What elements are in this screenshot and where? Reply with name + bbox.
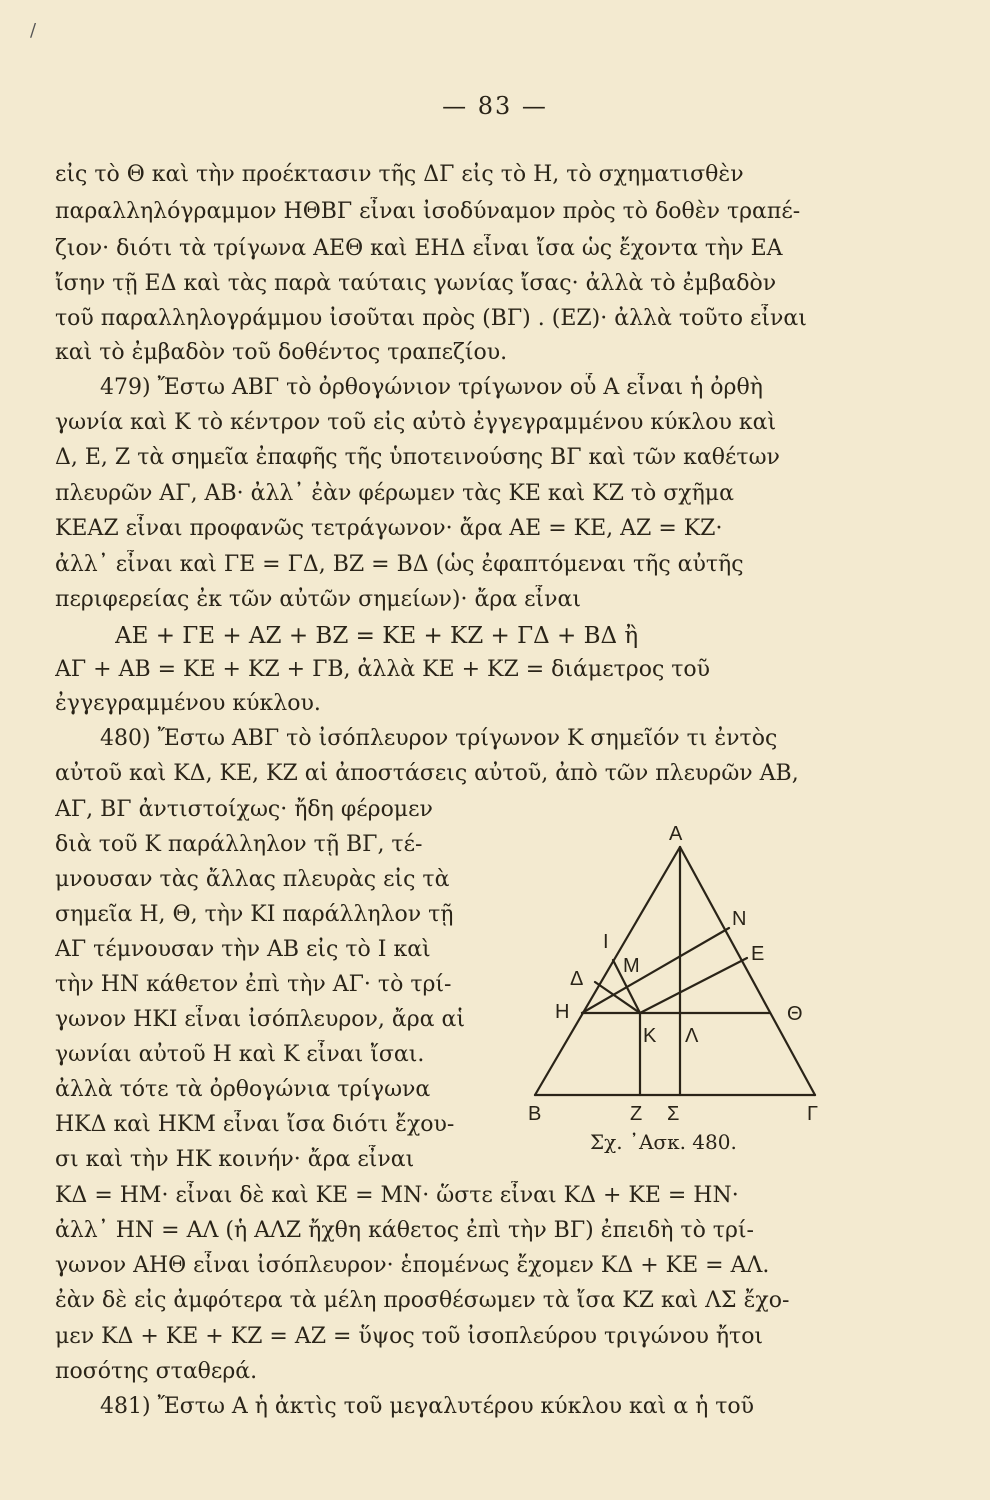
text-line: ἐγγεγραμμένου κύκλου. [55, 691, 321, 716]
label-s: Σ [667, 1103, 680, 1120]
text-line: ΚΔ = ΗΜ· εἶναι δὲ καὶ ΚΕ = ΜΝ· ὥστε εἶναι ΚΔ + ΚΕ = ΗΝ· [55, 1183, 739, 1208]
text-line: αὐτοῦ καὶ ΚΔ, ΚΕ, ΚΖ αἱ ἀποστάσεις αὐτοῦ, ἀπὸ τῶν πλευρῶν ΑΒ, [55, 761, 799, 786]
figure-caption: Σχ. ᾿Ασκ. 480. [590, 1130, 737, 1154]
triangle-figure [525, 820, 825, 1120]
exercise-481-start: 481) Ἔστω Α ἡ ἀκτὶς τοῦ μεγαλυτέρου κύκλου καὶ α ἡ τοῦ [100, 1394, 755, 1419]
text-line: ΑΓ τέμνουσαν τὴν ΑΒ εἰς τὸ Ι καὶ [55, 937, 431, 962]
text-line: γωνον ΑΗΘ εἶναι ἰσόπλευρον· ἑπομένως ἔχομεν ΚΔ + ΚΕ = ΑΛ. [55, 1253, 770, 1278]
text-line: γωνον ΗΚΙ εἶναι ἰσόπλευρον, ἄρα αἱ [55, 1007, 465, 1032]
text-line: ἀλλ᾽ ΗΝ = ΑΛ (ἡ ΑΛΖ ἤχθη κάθετος ἐπὶ τὴν ΒΓ) ἐπειδὴ τὸ τρί- [55, 1218, 754, 1243]
side-ag [680, 847, 815, 1095]
exercise-479-start: 479) Ἔστω ΑΒΓ τὸ ὀρθογώνιον τρίγωνον οὗ Α εἶναι ἡ ὀρθὴ [100, 375, 763, 400]
label-i: Ι [603, 931, 609, 953]
text-line: εἰς τὸ Θ καὶ τὴν προέκτασιν τῆς ΔΓ εἰς τὸ Η, τὸ σχηματισθὲν [55, 162, 744, 187]
text-line: μνουσαν τὰς ἄλλας πλευρὰς εἰς τὰ [55, 867, 450, 892]
text-line: γωνία καὶ Κ τὸ κέντρον τοῦ εἰς αὐτὸ ἐγγεγραμμένου κύκλου καὶ [55, 410, 777, 435]
text-line: γωνίαι αὐτοῦ Η καὶ Κ εἶναι ἴσαι. [55, 1042, 425, 1067]
label-g: Γ [807, 1103, 819, 1120]
text-line: σημεῖα Η, Θ, τὴν ΚΙ παράλληλον τῇ [55, 902, 454, 927]
text-line: σι καὶ τὴν ΗΚ κοινήν· ἄρα εἶναι [55, 1147, 415, 1172]
text-line: τοῦ παραλληλογράμμου ἰσοῦται πρὸς (ΒΓ) . (ΕΖ)· ἀλλὰ τοῦτο εἶναι [55, 306, 807, 331]
text-line: καὶ τὸ ἐμβαδὸν τοῦ δοθέντος τραπεζίου. [55, 340, 508, 365]
label-n: Ν [732, 908, 747, 930]
text-line: Δ, Ε, Ζ τὰ σημεῖα ἐπαφῆς τῆς ὑποτεινούσης ΒΓ καὶ τῶν καθέτων [55, 445, 780, 470]
page-number: — 83 — [442, 92, 548, 120]
exercise-480-start: 480) Ἔστω ΑΒΓ τὸ ἰσόπλευρον τρίγωνον Κ σημεῖόν τι ἐντὸς [100, 726, 778, 751]
text-line: τὴν ΗΝ κάθετον ἐπὶ τὴν ΑΓ· τὸ τρί- [55, 972, 452, 997]
text-line: ΗΚΔ καὶ ΗΚΜ εἶναι ἴσα διότι ἔχου- [55, 1112, 455, 1137]
label-a: Α [669, 823, 683, 845]
equation-line: ΑΕ + ΓΕ + ΑΖ + ΒΖ = ΚΕ + ΚΖ + ΓΔ + ΒΔ ἢ [115, 623, 639, 649]
corner-mark: / [30, 20, 37, 41]
text-line: ἀλλ᾽ εἶναι καὶ ΓΕ = ΓΔ, ΒΖ = ΒΔ (ὡς ἐφαπτόμεναι τῆς αὐτῆς [55, 552, 744, 577]
text-line: ΑΓ, ΒΓ ἀντιστοίχως· ἤδη φέρομεν [55, 797, 433, 822]
label-h: Η [555, 1001, 570, 1023]
text-line: μεν ΚΔ + ΚΕ + ΚΖ = ΑΖ = ὕψος τοῦ ἰσοπλεύρου τριγώνου ἤτοι [55, 1324, 764, 1349]
text-line: ζιον· διότι τὰ τρίγωνα ΑΕΘ καὶ ΕΗΔ εἶναι ἴσα ὡς ἔχοντα τὴν ΕΑ [55, 236, 783, 261]
text-line: ἀλλὰ τότε τὰ ὀρθογώνια τρίγωνα [55, 1077, 431, 1102]
label-l: Λ [685, 1025, 699, 1047]
label-k: Κ [643, 1025, 657, 1047]
text-line: πλευρῶν ΑΓ, ΑΒ· ἀλλ᾽ ἐὰν φέρωμεν τὰς ΚΕ καὶ ΚΖ τὸ σχῆμα [55, 481, 734, 506]
text-line: ΑΓ + ΑΒ = ΚΕ + ΚΖ + ΓΒ, ἀλλὰ ΚΕ + ΚΖ = διάμετρος τοῦ [55, 657, 711, 682]
label-theta: Θ [787, 1003, 803, 1025]
text-line: ἴσην τῇ ΕΔ καὶ τὰς παρὰ ταύταις γωνίας ἴσας· ἀλλὰ τὸ ἐμβαδὸν [55, 271, 777, 296]
text-line: ποσότης σταθερά. [55, 1359, 258, 1384]
label-d: Δ [570, 968, 584, 990]
text-line: ΚΕΑΖ εἶναι προφανῶς τετράγωνον· ἄρα ΑΕ = ΚΕ, ΑΖ = ΚΖ· [55, 516, 723, 541]
text-line: περιφερείας ἐκ τῶν αὐτῶν σημείων)· ἄρα εἶναι [55, 587, 582, 612]
text-line: διὰ τοῦ Κ παράλληλον τῇ ΒΓ, τέ- [55, 832, 423, 857]
side-ab [535, 847, 680, 1095]
text-line: ἐὰν δὲ εἰς ἀμφότερα τὰ μέλη προσθέσωμεν τὰ ἴσα ΚΖ καὶ ΛΣ ἔχο- [55, 1288, 790, 1313]
line-k-e [640, 958, 747, 1013]
label-m: Μ [623, 955, 640, 977]
label-b: Β [528, 1103, 542, 1120]
text-line: παραλληλόγραμμον ΗΘΒΓ εἶναι ἰσοδύναμον πρὸς τὸ δοθὲν τραπέ- [55, 199, 801, 224]
label-e: Ε [751, 943, 765, 965]
label-z: Ζ [630, 1103, 643, 1120]
